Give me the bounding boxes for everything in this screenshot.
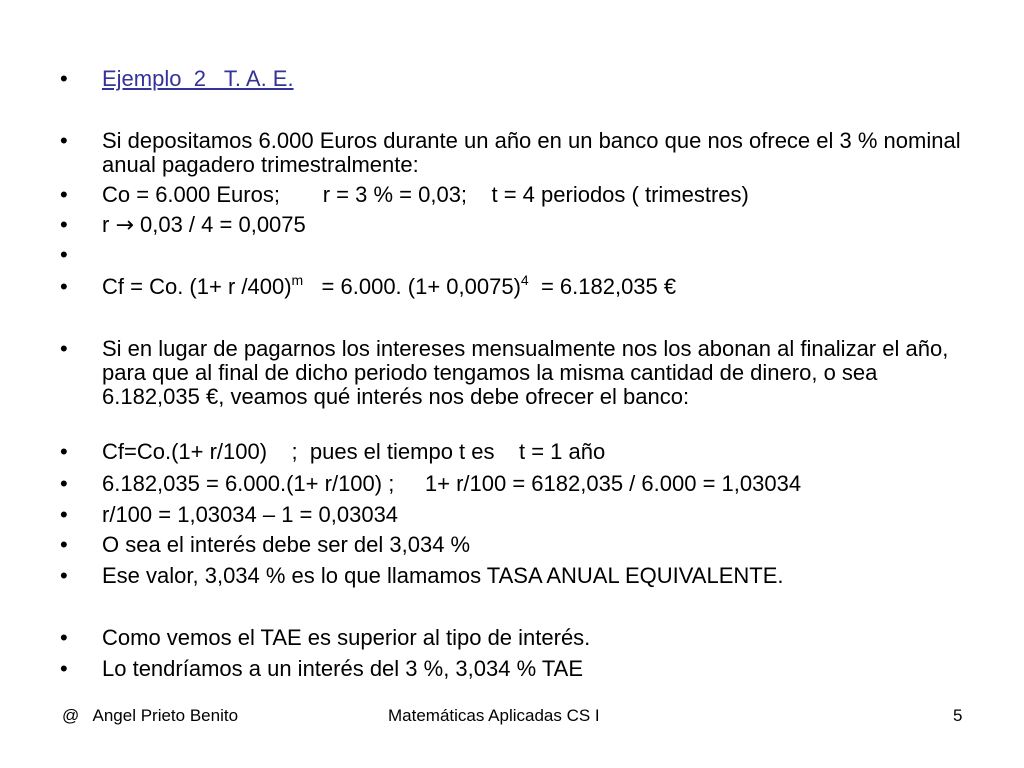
example-title-link[interactable] bbox=[102, 67, 970, 91]
bullet: • bbox=[60, 182, 68, 207]
conclusion-2-item bbox=[60, 657, 970, 681]
tae-text: Ese valor, 3,034 % es lo que llamamos TASA ANUAL EQUIVALENTE. bbox=[102, 563, 784, 588]
rate-prefix: r bbox=[102, 212, 116, 237]
equation-3-item bbox=[60, 503, 970, 527]
formula-line bbox=[102, 271, 970, 299]
bullet: • bbox=[60, 502, 68, 527]
tae-item bbox=[60, 564, 970, 588]
monthly-text: Si en lugar de pagarnos los intereses mensualmente nos los abonan al finalizar el año, para que al final de dicho periodo tengamos la misma cantidad de dinero, o sea 6.182,035 €, veamos qué interés nos debe ofrecer el banco: bbox=[102, 336, 955, 409]
data-line-item bbox=[60, 183, 970, 207]
formula-part-2: = 6.000. (1+ 0,0075) bbox=[303, 274, 521, 299]
bullet: • bbox=[60, 471, 68, 496]
footer-author: @ Angel Prieto Benito bbox=[62, 706, 239, 725]
monthly-item bbox=[60, 337, 970, 409]
bullet: • bbox=[60, 439, 68, 464]
formula-part-1: Cf = Co. (1+ r /400) bbox=[102, 274, 292, 299]
bullet: • bbox=[60, 625, 68, 650]
conclusion-1-item bbox=[60, 626, 970, 650]
result-text: O sea el interés debe ser del 3,034 % bbox=[102, 532, 471, 557]
equation-1-item bbox=[60, 440, 970, 464]
equation-2: 6.182,035 = 6.000.(1+ r/100) ; 1+ r/100 = 6182,035 / 6.000 = 1,03034 bbox=[102, 471, 802, 496]
equation-2-item bbox=[60, 472, 970, 496]
bullet: • bbox=[60, 274, 68, 299]
result-item bbox=[60, 533, 970, 557]
conclusion-2: Lo tendríamos a un interés del 3 %, 3,034 % TAE bbox=[102, 656, 584, 681]
bullet: • bbox=[60, 66, 68, 91]
bullet: • bbox=[60, 336, 68, 361]
bullet: • bbox=[60, 212, 68, 237]
equation-1: Cf=Co.(1+ r/100) ; pues el tiempo t es t = 1 año bbox=[102, 439, 606, 464]
formula-exponent-m: m bbox=[291, 271, 304, 288]
bullet: • bbox=[60, 128, 68, 153]
rate-suffix: 0,03 / 4 = 0,0075 bbox=[133, 212, 306, 237]
data-line: Co = 6.000 Euros; r = 3 % = 0,03; t = 4 periodos ( trimestres) bbox=[102, 182, 749, 207]
formula-item bbox=[60, 271, 970, 299]
rate-line-item bbox=[60, 213, 970, 238]
intro-text: Si depositamos 6.000 Euros durante un año en un banco que nos ofrece el 3 % nominal anual pagadero trimestralmente: bbox=[102, 128, 967, 177]
conclusion-1: Como vemos el TAE es superior al tipo de interés. bbox=[102, 625, 591, 650]
equation-3: r/100 = 1,03034 – 1 = 0,03034 bbox=[102, 502, 399, 527]
bullet: • bbox=[60, 563, 68, 588]
example-title[interactable]: Ejemplo 2 T. A. E. bbox=[102, 66, 294, 91]
formula-exponent-4: 4 bbox=[520, 271, 529, 288]
footer-page-number: 5 bbox=[953, 706, 963, 725]
rate-line bbox=[102, 213, 970, 238]
formula-part-3: = 6.182,035 € bbox=[528, 274, 677, 299]
footer-course: Matemáticas Aplicadas CS I bbox=[388, 706, 600, 725]
right-arrow-icon: → bbox=[115, 213, 134, 238]
intro-item bbox=[60, 129, 970, 177]
title-item bbox=[60, 67, 970, 91]
bullet: • bbox=[60, 656, 68, 681]
bullet: • bbox=[60, 532, 68, 557]
bullet: • bbox=[60, 242, 68, 267]
